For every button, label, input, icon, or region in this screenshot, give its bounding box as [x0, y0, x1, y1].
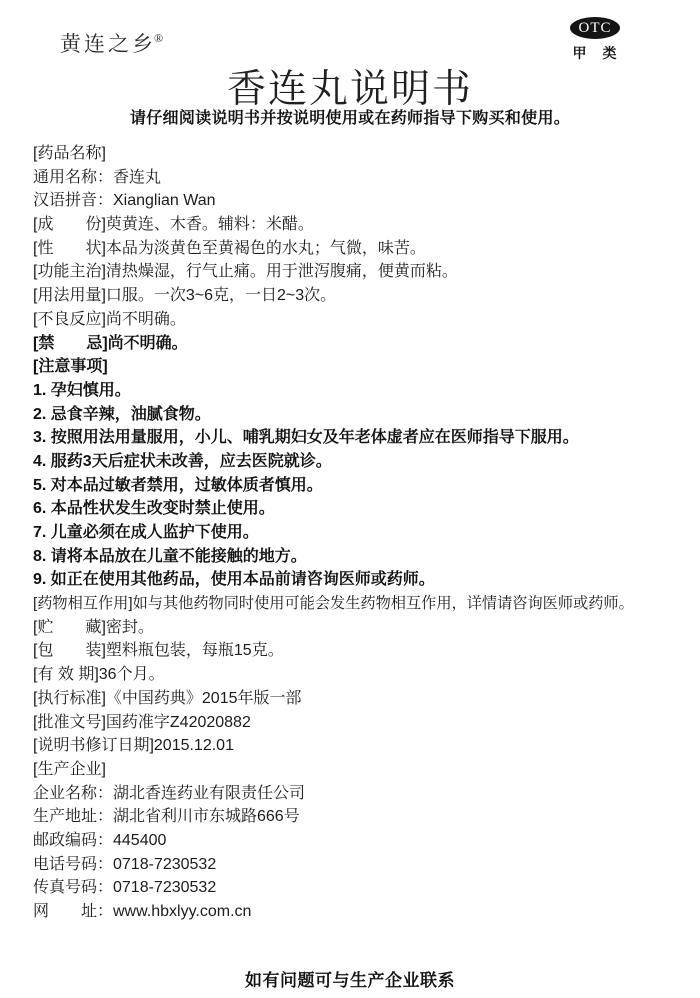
body-line: 2. 忌食辛辣，油腻食物。: [33, 405, 211, 423]
page-title: 香连丸说明书: [226, 68, 473, 111]
body-line: [有 效 期]36个月。: [33, 666, 165, 684]
otc-badge: [568, 17, 622, 63]
body-line: [包 装]塑料瓶包装，每瓶15克。: [33, 642, 284, 660]
body-line: 邮政编码：445400: [33, 831, 167, 849]
body-line: [贮 藏]密封。: [33, 618, 154, 636]
body-line: [批准文号]国药准字Z42020882: [33, 713, 251, 731]
body-line: 5. 对本品过敏者禁用，过敏体质者慎用。: [33, 476, 323, 494]
otc-oval-icon: OTC: [570, 17, 620, 39]
body-line: 生产地址：湖北省利川市东城路666号: [33, 808, 300, 826]
body-line: [禁 忌]尚不明确。: [33, 334, 188, 352]
body-line: 8. 请将本品放在儿童不能接触的地方。: [33, 547, 307, 565]
body-line: 9. 如正在使用其他药品，使用本品前请咨询医师或药师。: [33, 571, 435, 589]
body-line: 6. 本品性状发生改变时禁止使用。: [33, 500, 275, 518]
body-line: [执行标准]《中国药典》2015年版一部: [33, 689, 302, 707]
body-line: 传真号码：0718-7230532: [33, 879, 217, 897]
body-line: [不良反应]尚不明确。: [33, 310, 186, 328]
body-line: 电话号码：0718-7230532: [33, 855, 217, 873]
body-line: [说明书修订日期]2015.12.01: [33, 737, 234, 755]
body-line: 3. 按照用法用量服用，小儿、哺乳期妇女及年老体虚者应在医师指导下服用。: [33, 429, 579, 447]
body-line: [功能主治]清热燥湿，行气止痛。用于泄泻腹痛，便黄而粘。: [33, 263, 458, 281]
registered-trademark-icon: ®: [154, 31, 164, 45]
leaflet-body: [33, 142, 698, 924]
body-line: [药品名称]: [33, 145, 106, 162]
body-line: 企业名称：湖北香连药业有限责任公司: [33, 784, 306, 802]
footer-note: 如有问题可与生产企业联系: [245, 971, 455, 990]
brand-logo: [60, 28, 165, 58]
otc-class-label: 甲 类: [572, 45, 618, 61]
body-line: [用法用量]口服。一次3~6克，一日2~3次。: [33, 287, 337, 305]
body-line: 1. 孕妇慎用。: [33, 381, 131, 399]
body-line: [成 份]萸黄连、木香。辅料：米醋。: [33, 216, 314, 234]
body-line: 网 址：www.hbxlyy.com.cn: [33, 903, 252, 920]
brand-name: 黄连之乡: [60, 32, 156, 56]
body-line: 汉语拼音：Xianglian Wan: [33, 192, 216, 210]
body-line: 通用名称：香连丸: [33, 168, 162, 186]
body-line: [性 状]本品为淡黄色至黄褐色的水丸；气微，味苦。: [33, 239, 426, 257]
body-line: [药物相互作用]如与其他药物同时使用可能会发生药物相互作用，详情请咨询医师或药师。: [33, 595, 634, 613]
body-line: [生产企业]: [33, 760, 106, 778]
body-line: 7. 儿童必须在成人监护下使用。: [33, 524, 259, 541]
body-line: [注意事项]: [33, 358, 108, 376]
body-line: 4. 服药3天后症状未改善，应去医院就诊。: [33, 452, 332, 470]
leaflet-subtitle: 请仔细阅读说明书并按说明使用或在药师指导下购买和使用。: [129, 110, 571, 127]
